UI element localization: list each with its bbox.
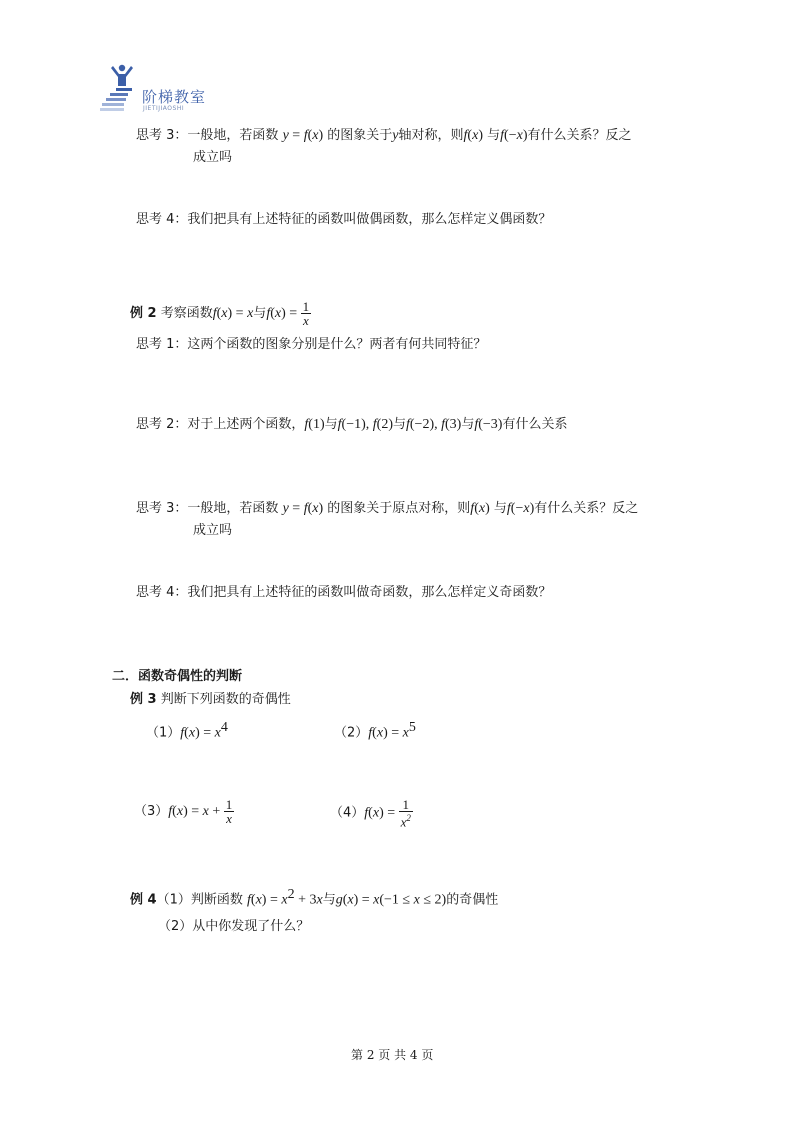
example-4-part-2: （2）从中你发现了什么？	[158, 919, 310, 934]
example-2: 例 2 考察函数f(x) = x与f(x) = $\frac{1}{x}$	[130, 299, 310, 328]
example-4: 例 4（1）判断函数 $f(x) = x^2 + 3x$与g(x) = x(−1 ≤ x ≤ 2)的奇偶性	[130, 887, 499, 908]
brand-name: 阶梯教室	[142, 88, 207, 106]
ex3-item-1: $(1)f(x) = x^4$	[146, 720, 228, 741]
brand-pinyin: JIETIJIAOSHI	[143, 105, 185, 112]
think4-odd: 思考 4：我们把具有上述特征的函数叫做奇函数，那么怎样定义奇函数？	[136, 585, 552, 600]
page-footer: 第 2 页 共 4 页	[351, 1048, 434, 1062]
logo-stairs-icon	[100, 62, 140, 112]
think3-odd-line2: 成立吗	[193, 523, 233, 538]
example-3: 例 3 判断下列函数的奇偶性	[130, 692, 291, 707]
ex3-item-3: （3）f(x) = x + $\frac{1}{x}$	[134, 797, 233, 826]
math: y	[282, 128, 289, 143]
ex3-item-2: $(2)f(x) = x^5$	[334, 720, 416, 741]
logo	[100, 62, 230, 112]
think3-even: 思考 3：一般地，若函数 y = f(x) 的图象关于y轴对称，则f(x) 与f(−x)有什么关系？反之	[136, 128, 632, 143]
think-label: 思考 3：	[136, 128, 188, 143]
think3-even-line2: 成立吗	[193, 150, 233, 165]
think4-even: 思考 4：我们把具有上述特征的函数叫做偶函数，那么怎样定义偶函数？	[136, 212, 552, 227]
section-title: 二．函数奇偶性的判断	[112, 669, 243, 684]
ex3-item-4: （4）f(x) = $\frac{1}{x^2}$	[330, 797, 411, 830]
think1: 思考 1：这两个函数的图象分别是什么？两者有何共同特征？	[136, 337, 487, 352]
think3-odd: 思考 3：一般地，若函数 y = f(x) 的图象关于原点对称，则f(x) 与f(−x)有什么关系？反之	[136, 501, 639, 516]
think2: 思考 2：对于上述两个函数，f(1)与f(−1), f(2)与f(−2), f(3)与f(−3)有什么关系	[136, 417, 568, 432]
think-label: 思考 3：	[136, 501, 188, 516]
example-label: 例 4	[130, 892, 157, 908]
example-label: 例 3	[130, 692, 157, 707]
example-label: 例 2	[130, 306, 157, 321]
